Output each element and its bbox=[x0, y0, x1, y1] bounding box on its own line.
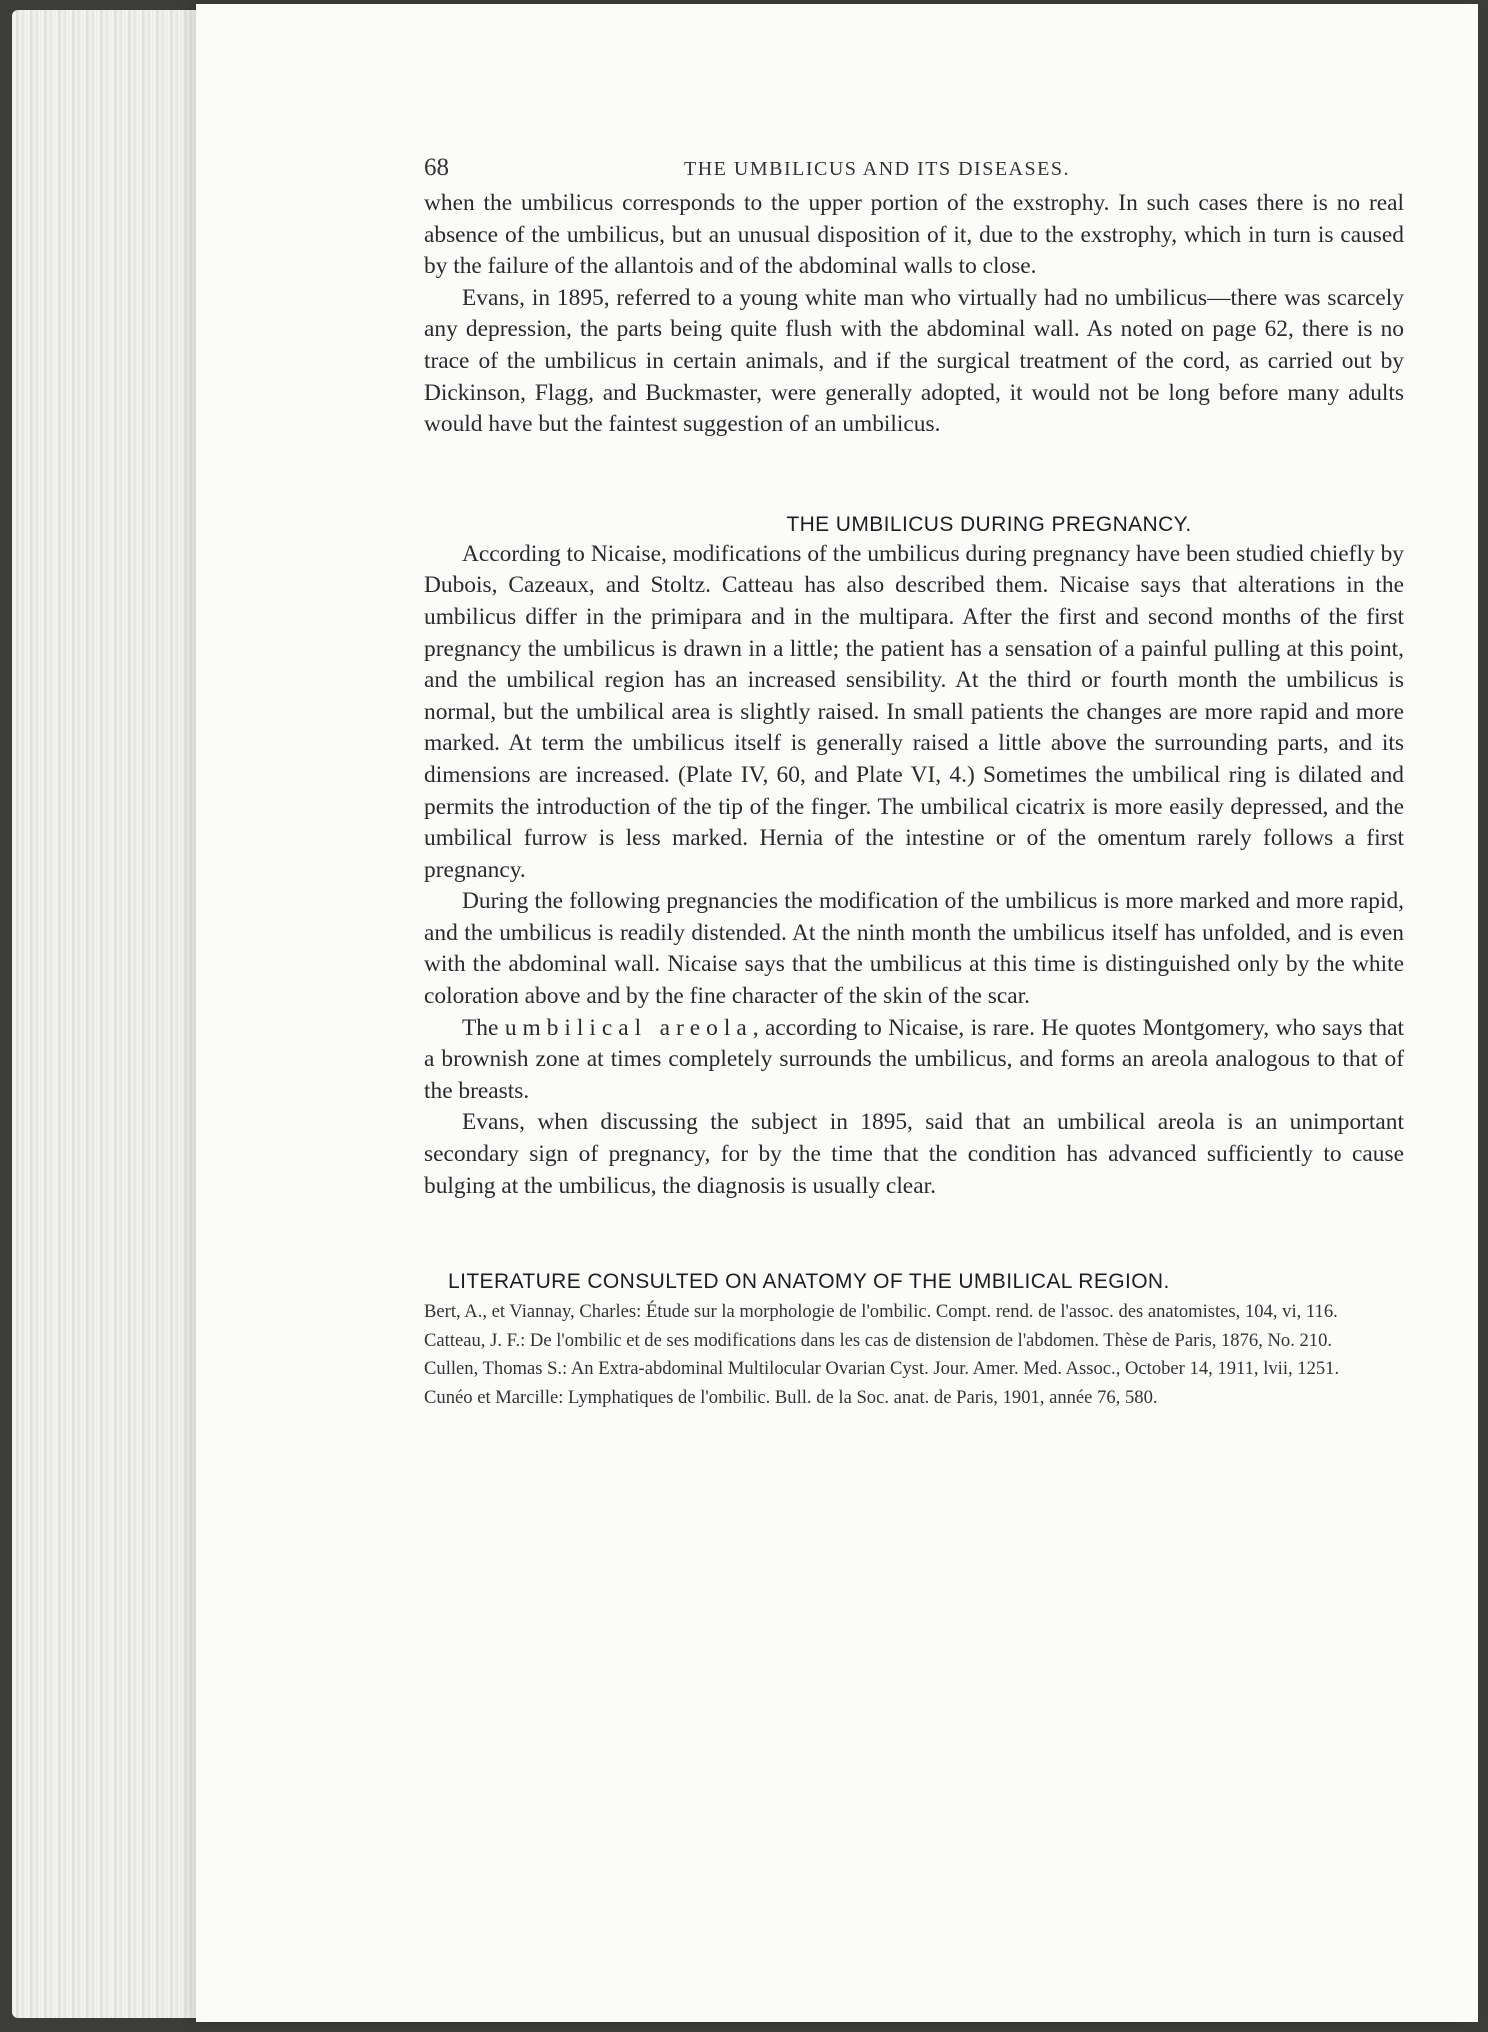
running-header bbox=[424, 154, 1404, 188]
reference-item: Catteau, J. F.: De l'ombilic et de ses modifications dans les cas de distension de l'abdomen. Thèse de Paris, 1876, No. 210. bbox=[424, 1329, 1333, 1351]
paragraph-exstrophy: when the umbilicus corresponds to the upper portion of the exstrophy. In such cases there is no real absence of the umbilicus, but an unusual disposition of it, due to the exstrophy, which in turn is caused by the failure of the allantois and of the abdominal walls to close. bbox=[424, 190, 1404, 280]
reference-list bbox=[424, 1300, 1404, 1410]
section-heading-literature: LITERATURE CONSULTED ON ANATOMY OF THE UMBILICAL REGION. bbox=[448, 1270, 1170, 1294]
page-content bbox=[424, 154, 1404, 1415]
section-spacer bbox=[424, 1202, 1404, 1270]
section-heading-pregnancy: THE UMBILICUS DURING PREGNANCY. bbox=[786, 512, 1192, 536]
book-page bbox=[196, 4, 1478, 2022]
paragraph-umbilical-areola bbox=[424, 1013, 1404, 1108]
book-page-edges bbox=[12, 10, 212, 2018]
reference-item: Cullen, Thomas S.: An Extra-abdominal Multilocular Ovarian Cyst. Jour. Amer. Med. Assoc., October 14, 1911, lvii, 1251. bbox=[424, 1358, 1340, 1380]
areola-rest: , according to Nicaise, is rare. He quotes Montgomery, who says that a brownish zone at times completely surrounds the umbilicus, and forms an areola analogous to that of the breasts. bbox=[424, 1014, 1405, 1104]
reference-item: Bert, A., et Viannay, Charles: Étude sur la morphologie de l'ombilic. Compt. rend. de l'assoc. des anatomistes, 104, vi, 116. bbox=[424, 1301, 1338, 1323]
paragraph-following-pregnancies: During the following pregnancies the modification of the umbilicus is more marked and more rapid, and the umbilicus is readily distended. At the ninth month the umbilicus itself has unfolded, and is even with the abdominal wall. Nicaise says that the umbilicus at this time is distinguished only by the white coloration above and by the fine character of the skin of the scar. bbox=[424, 888, 1404, 1010]
running-title: THE UMBILICUS AND ITS DISEASES. bbox=[684, 158, 1070, 180]
page-number: 68 bbox=[424, 154, 449, 181]
paragraph-nicaise: According to Nicaise, modifications of the umbilicus during pregnancy have been studied chiefly by Dubois, Cazeaux, and Stoltz. Catteau has also described them. Nicaise says that alterations in the umbilicus differ in the primipara and in the multipara. After the first and second months of the first pregnancy the umbilicus is drawn in a little; the patient has a sensation of a painful pulling at this point, and the umbilical region has an increased sensibility. At the third or fourth month the umbilicus is normal, but the umbilical area is slightly raised. In small patients the changes are more rapid and more marked. At term the umbilicus itself is generally raised a little above the surrounding parts, and its dimensions are increased. (Plate IV, 60, and Plate VI, 4.) Sometimes the umbilical ring is dilated and permits the introduction of the tip of the finger. The umbilical cicatrix is more easily depressed, and the umbilical furrow is less marked. Hernia of the intestine or of the omentum rarely follows a first pregnancy. bbox=[424, 540, 1404, 883]
paragraph-evans-1895: Evans, in 1895, referred to a young white man who virtually had no umbilicus—there was scarcely any depression, the parts being quite flush with the abdominal wall. As noted on page 62, there is no trace of the umbilicus in certain animals, and if the surgical treatment of the cord, as carried out by Dickinson, Flagg, and Buckmaster, were generally adopted, it would not be long before many adults would have but the faintest suggestion of an umbilicus. bbox=[424, 284, 1404, 438]
areola-spaced-term: umbilical areola bbox=[504, 1014, 753, 1041]
section-spacer bbox=[424, 441, 1404, 513]
areola-lead: The bbox=[462, 1014, 505, 1041]
reference-item: Cunéo et Marcille: Lymphatiques de l'ombilic. Bull. de la Soc. anat. de Paris, 1901, année 76, 580. bbox=[424, 1387, 1158, 1408]
paragraph-evans-areola: Evans, when discussing the subject in 1895, said that an umbilical areola is an unimportant secondary sign of pregnancy, for by the time that the condition has advanced sufficiently to cause bulging at the umbilicus, the diagnosis is usually clear. bbox=[424, 1109, 1404, 1199]
